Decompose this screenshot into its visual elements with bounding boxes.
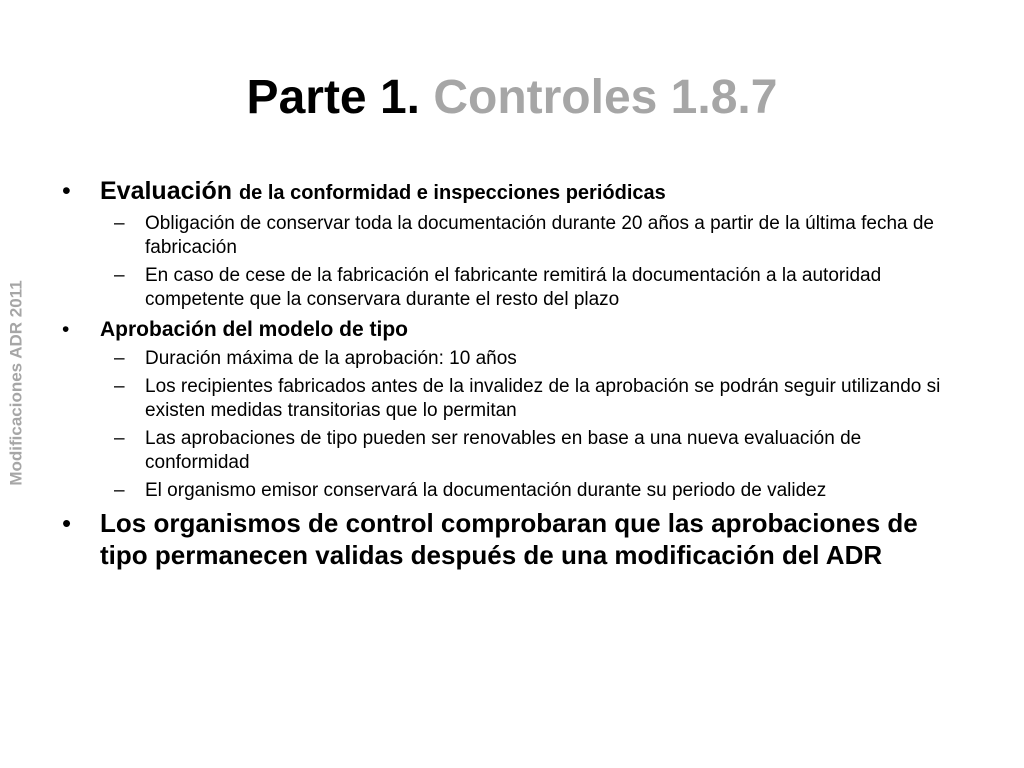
bullet-heading: Los organismos de control comprobaran que las aprobaciones de tipo permanecen validas después de una modificación del ADR: [100, 508, 918, 570]
slide-title: [0, 68, 1024, 128]
bullet-heading-rest: de la conformidad e inspecciones periódicas: [238, 182, 666, 204]
sub-bullet: [58, 375, 958, 423]
sub-bullet-text: Las aprobaciones de tipo pueden ser renovables en base a una nueva evaluación de conformidad: [145, 428, 862, 473]
bullet-dot-icon: •: [62, 318, 70, 341]
sub-bullet: [58, 427, 958, 475]
side-label-container: [2, 245, 32, 520]
dash-icon: –: [114, 348, 125, 369]
sub-bullet: [58, 347, 958, 371]
bullet-dot-icon: •: [62, 508, 72, 538]
sub-bullet: [58, 479, 958, 503]
slide-content: [58, 176, 958, 571]
bullet-organismos: [58, 507, 958, 571]
sub-bullet-text: Los recipientes fabricados antes de la invalidez de la aprobación se podrán seguir utilizando si existen medidas transitorias que lo permitan: [145, 376, 941, 421]
sub-bullet-text: Duración máxima de la aprobación: 10 años: [145, 348, 517, 369]
dash-icon: –: [114, 376, 125, 397]
bullet-evaluacion: [58, 176, 958, 208]
sub-bullet-text: El organismo emisor conservará la documentación durante su periodo de validez: [145, 480, 827, 501]
bullet-heading: Evaluación: [100, 177, 232, 205]
sub-bullet: [58, 264, 958, 312]
dash-icon: –: [114, 428, 125, 449]
slide-title-part: Parte 1.: [246, 71, 420, 124]
slide-title-section: Controles 1.8.7: [433, 71, 778, 124]
dash-icon: –: [114, 213, 125, 234]
sub-bullet-text: En caso de cese de la fabricación el fabricante remitirá la documentación a la autoridad competente que la conservara durante el resto del plazo: [145, 265, 882, 310]
sub-bullet: [58, 212, 958, 260]
bullet-heading: Aprobación del modelo de tipo: [100, 318, 409, 341]
dash-icon: –: [114, 480, 125, 501]
bullet-dot-icon: •: [62, 177, 71, 205]
sub-bullet-text: Obligación de conservar toda la documentación durante 20 años a partir de la última fecha de fabricación: [145, 213, 934, 258]
dash-icon: –: [114, 265, 125, 286]
side-label: Modificaciones ADR 2011: [7, 279, 27, 486]
bullet-aprobacion: [58, 316, 958, 343]
